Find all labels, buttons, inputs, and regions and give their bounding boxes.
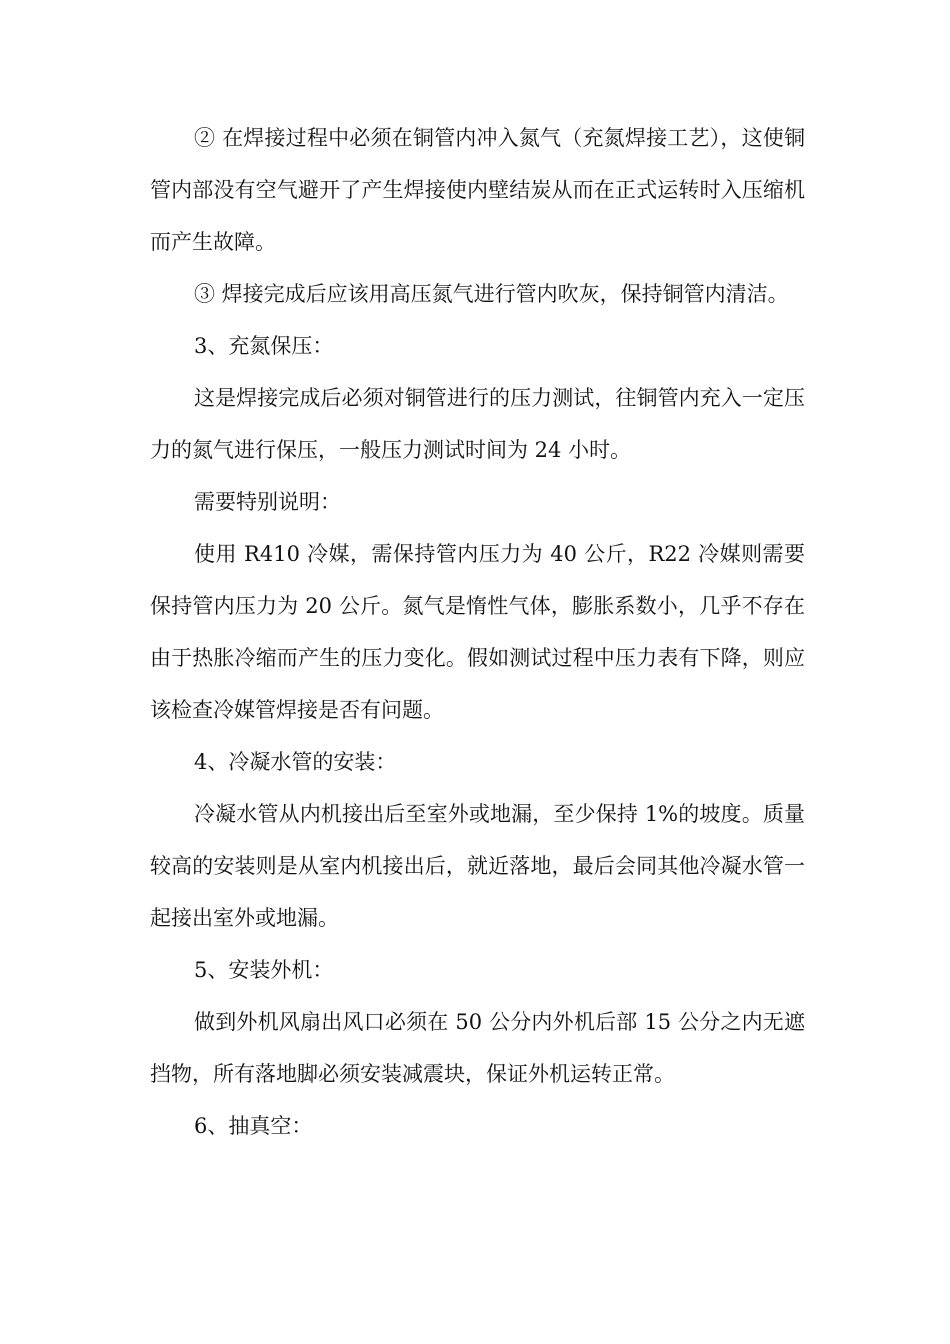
paragraph-refrigerant-pressure: 使用 R410 冷媒，需保持管内压力为 40 公斤，R22 冷媒则需要保持管内压力为 20 公斤。氮气是惰性气体，膨胀系数小，几乎不存在由于热胀冷缩而产生的压力变化。假如测试过程中压力表有下降，则应该检查冷媒管焊接是否有问题。 (150, 542, 805, 722)
section-heading-vacuum: 6、抽真空： (194, 1114, 313, 1138)
section-heading-outdoor-unit: 5、安装外机： (194, 958, 334, 982)
section-heading-condensate-pipe: 4、冷凝水管的安装： (194, 750, 397, 774)
paragraph-nitrogen-welding: ② 在焊接过程中必须在铜管内冲入氮气（充氮焊接工艺），这使铜管内部没有空气避开了产生焊接使内壁结炭从而在正式运转时入压缩机而产生故障。 (150, 126, 805, 254)
note-heading: 需要特别说明： (194, 490, 341, 514)
paragraph-pipe-purge: ③ 焊接完成后应该用高压氮气进行管内吹灰，保持铜管内清洁。 (194, 282, 789, 306)
paragraph-pressure-test: 这是焊接完成后必须对铜管进行的压力测试，往铜管内充入一定压力的氮气进行保压，一般压力测试时间为 24 小时。 (150, 386, 805, 462)
paragraph-condensate-slope: 冷凝水管从内机接出后至室外或地漏，至少保持 1%的坡度。质量较高的安装则是从室内机接出后，就近落地，最后会同其他冷凝水管一起接出室外或地漏。 (150, 802, 805, 930)
paragraph-outdoor-clearance: 做到外机风扇出风口必须在 50 公分内外机后部 15 公分之内无遮挡物，所有落地脚必须安装减震块，保证外机运转正常。 (150, 1010, 805, 1086)
section-heading-pressure-hold: 3、充氮保压： (194, 334, 334, 358)
document-body (150, 112, 805, 1152)
